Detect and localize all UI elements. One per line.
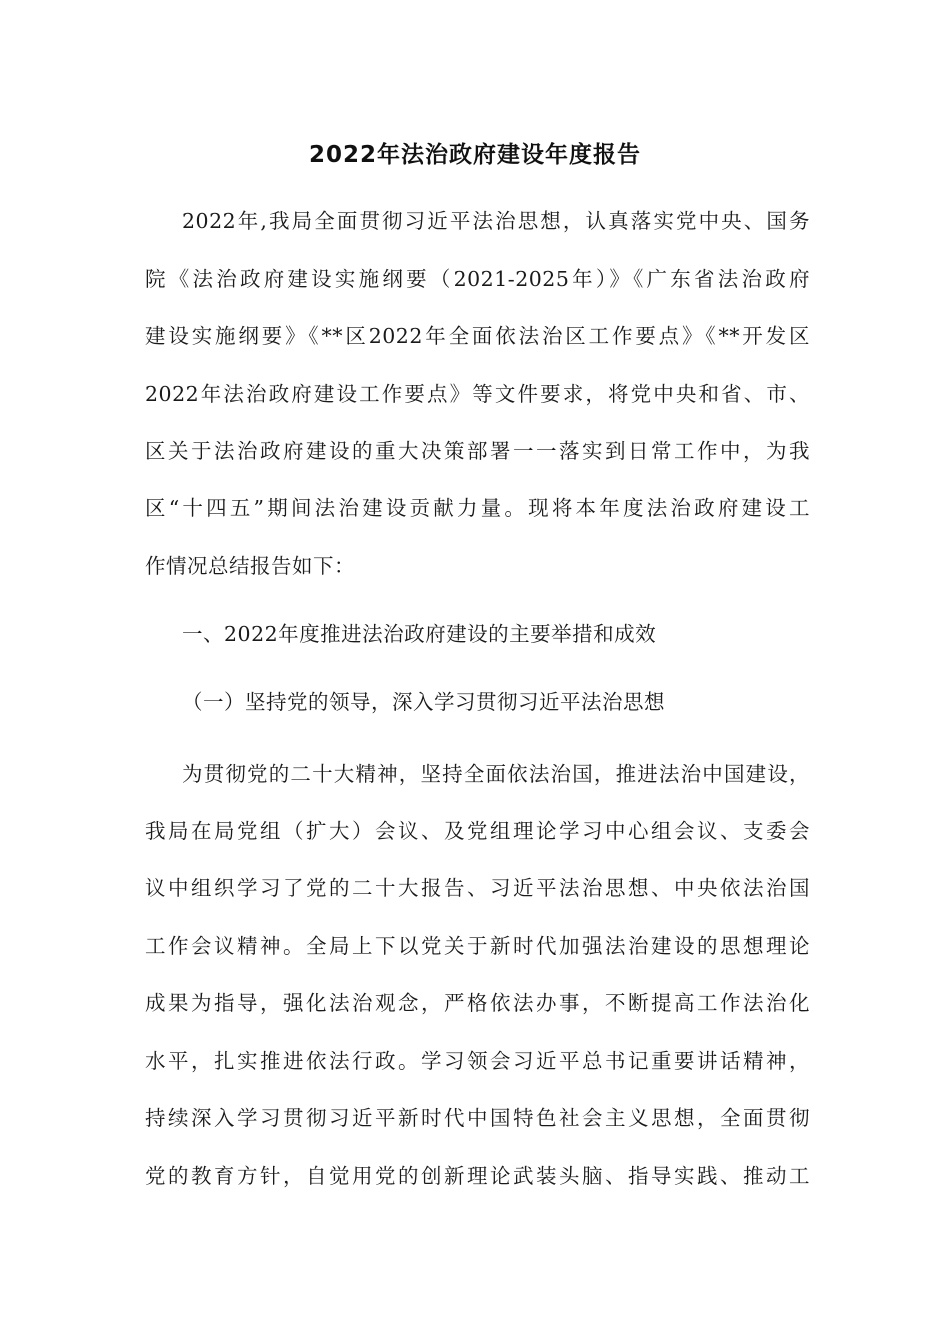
paragraph-line: 党的教育方针，自觉用党的创新理论武装头脑、指导实践、推动工 bbox=[145, 1164, 810, 1188]
paragraph-line: 成果为指导，强化法治观念，严格依法办事，不断提高工作法治化 bbox=[145, 991, 810, 1015]
paragraph-line: 2022年,我局全面贯彻习近平法治思想，认真落实党中央、国务 bbox=[182, 209, 810, 233]
paragraph-line: 水平，扎实推进依法行政。学习领会习近平总书记重要讲话精神， bbox=[145, 1049, 810, 1073]
paragraph-line: 区关于法治政府建设的重大决策部署一一落实到日常工作中，为我 bbox=[145, 439, 810, 463]
paragraph-line: 作情况总结报告如下： bbox=[145, 554, 355, 578]
paragraph-line: 我局在局党组（扩大）会议、及党组理论学习中心组会议、支委会 bbox=[145, 819, 810, 843]
paragraph-line: 持续深入学习贯彻习近平新时代中国特色社会主义思想，全面贯彻 bbox=[145, 1106, 810, 1130]
paragraph-line: 2022年法治政府建设工作要点》等文件要求，将党中央和省、市、 bbox=[145, 382, 810, 406]
paragraph-line: 为贯彻党的二十大精神，坚持全面依法治国，推进法治中国建设， bbox=[182, 762, 810, 786]
paragraph-line: 工作会议精神。全局上下以党关于新时代加强法治建设的思想理论 bbox=[145, 934, 810, 958]
paragraph-line: 区“十四五”期间法治建设贡献力量。现将本年度法治政府建设工 bbox=[145, 496, 810, 520]
paragraph-line: 建设实施纲要》《**区2022年全面依法治区工作要点》《**开发区 bbox=[145, 324, 810, 348]
paragraph-line: 院《法治政府建设实施纲要（2021-2025年）》《广东省法治政府 bbox=[145, 267, 810, 291]
subsection-heading: （一）坚持党的领导，深入学习贯彻习近平法治思想 bbox=[182, 690, 665, 714]
section-heading: 一、2022年度推进法治政府建设的主要举措和成效 bbox=[182, 622, 657, 646]
paragraph-line: 议中组织学习了党的二十大报告、习近平法治思想、中央依法治国 bbox=[145, 876, 810, 900]
document-title: 2022年法治政府建设年度报告 bbox=[308, 142, 641, 168]
